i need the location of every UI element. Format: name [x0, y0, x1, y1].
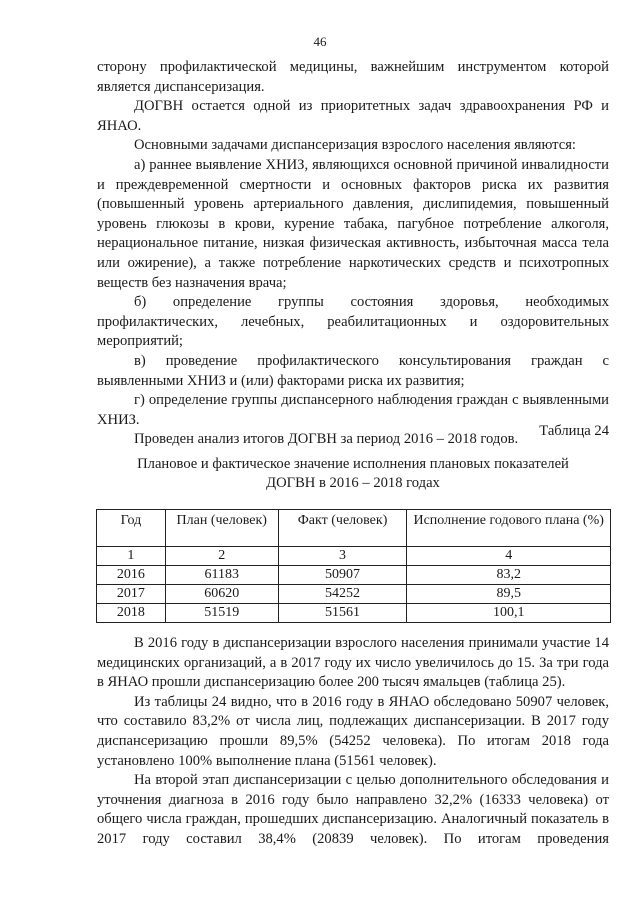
table-cell-fact: 51561	[278, 604, 407, 623]
paragraph-analysis: Проведен анализ итогов ДОГВН за период 2016 – 2018 годов.	[134, 431, 519, 448]
paragraph-organizations: В 2016 году в диспансеризации взрослого населения принимали участие 14 медицинских организаций, а в 2017 году их число увеличилось до 15. За три года в ЯНАО прошли диспансеризацию более 200 тысяч ямальцев (таблица 25).	[97, 635, 609, 691]
paragraph-table-analysis: Из таблицы 24 видно, что в 2016 году в ЯНАО обследовано 50907 человек, что составило 83,2% от числа лиц, подлежащих диспансеризации. В 2017 году диспансеризацию прошли 89,5% (54252 человека). По итогам 2018 года установлено 100% выполнение плана (51561 человек).	[97, 693, 609, 769]
body-text-top	[97, 58, 609, 450]
body-text-bottom	[97, 634, 609, 850]
table-title-line-2: ДОГВН в 2016 – 2018 годах	[266, 475, 440, 491]
page-number: 46	[313, 34, 327, 49]
header-plan: План (человек)	[165, 510, 278, 547]
table-cell-execution: 83,2	[407, 566, 611, 585]
table-row	[97, 585, 611, 604]
paragraph-task-b: б) определение группы состояния здоровья, необходимых профилактических, лечебных, реабилитационных и оздоровительных мероприятий;	[97, 294, 609, 350]
paragraph-second-stage: На второй этап диспансеризации с целью дополнительного обследования и уточнения диагноза в 2016 году было направлено 32,2% (16333 человека) от общего числа граждан, прошедших диспансеризацию. Аналогичный показатель в 2017 году составил 38,4% (20839 человек). По итогам проведения	[97, 772, 609, 847]
table-row	[97, 604, 611, 623]
plan-fact-table	[96, 509, 611, 623]
column-number: 2	[165, 547, 278, 566]
paragraph-task-c: в) проведение профилактического консультирования граждан с выявленными ХНИЗ и (или) факторами риска их развития;	[97, 352, 609, 389]
header-execution: Исполнение годового плана (%)	[407, 510, 611, 547]
table-column-numbers-row	[97, 547, 611, 566]
paragraph-tasks-intro: Основными задачами диспансеризация взрослого населения являются:	[134, 137, 576, 154]
table-title-line-1: Плановое и фактическое значение исполнения плановых показателей	[137, 456, 569, 472]
paragraph-task-d: г) определение группы диспансерного наблюдения граждан с выявленными ХНИЗ.	[97, 392, 609, 428]
paragraph-continuation: сторону профилактической медицины, важнейшим инструментом которой является диспансеризация.	[97, 59, 609, 95]
table-cell-fact: 54252	[278, 585, 407, 604]
table-cell-plan: 51519	[165, 604, 278, 623]
table-cell-fact: 50907	[278, 566, 407, 585]
column-number: 4	[407, 547, 611, 566]
column-number: 1	[97, 547, 166, 566]
table-cell-year: 2018	[97, 604, 166, 623]
table-cell-year: 2016	[97, 566, 166, 585]
paragraph-priority: ДОГВН остается одной из приоритетных задач здравоохранения РФ и ЯНАО.	[97, 98, 609, 134]
paragraph-task-a: а) раннее выявление ХНИЗ, являющихся основной причиной инвалидности и преждевременной смертности и основных факторов риска их развития (повышенный уровень артериального давления, дислипидемия, повышенный уровень глюкозы в крови, курение табака, пагубное потребление алкоголя, нерациональное питание, низкая физическая активность, избыточная масса тела или ожирение), а также потребление наркотических средств и психотропных веществ без назначения врача;	[97, 156, 609, 291]
table-header-row	[97, 510, 611, 547]
table-cell-execution: 100,1	[407, 604, 611, 623]
header-year: Год	[97, 510, 166, 547]
table-row	[97, 566, 611, 585]
table-cell-plan: 61183	[165, 566, 278, 585]
header-fact: Факт (человек)	[278, 510, 407, 547]
table-cell-execution: 89,5	[407, 585, 611, 604]
table-title	[97, 455, 609, 493]
column-number: 3	[278, 547, 407, 566]
table-cell-plan: 60620	[165, 585, 278, 604]
table-label: Таблица 24	[539, 423, 609, 439]
table-cell-year: 2017	[97, 585, 166, 604]
